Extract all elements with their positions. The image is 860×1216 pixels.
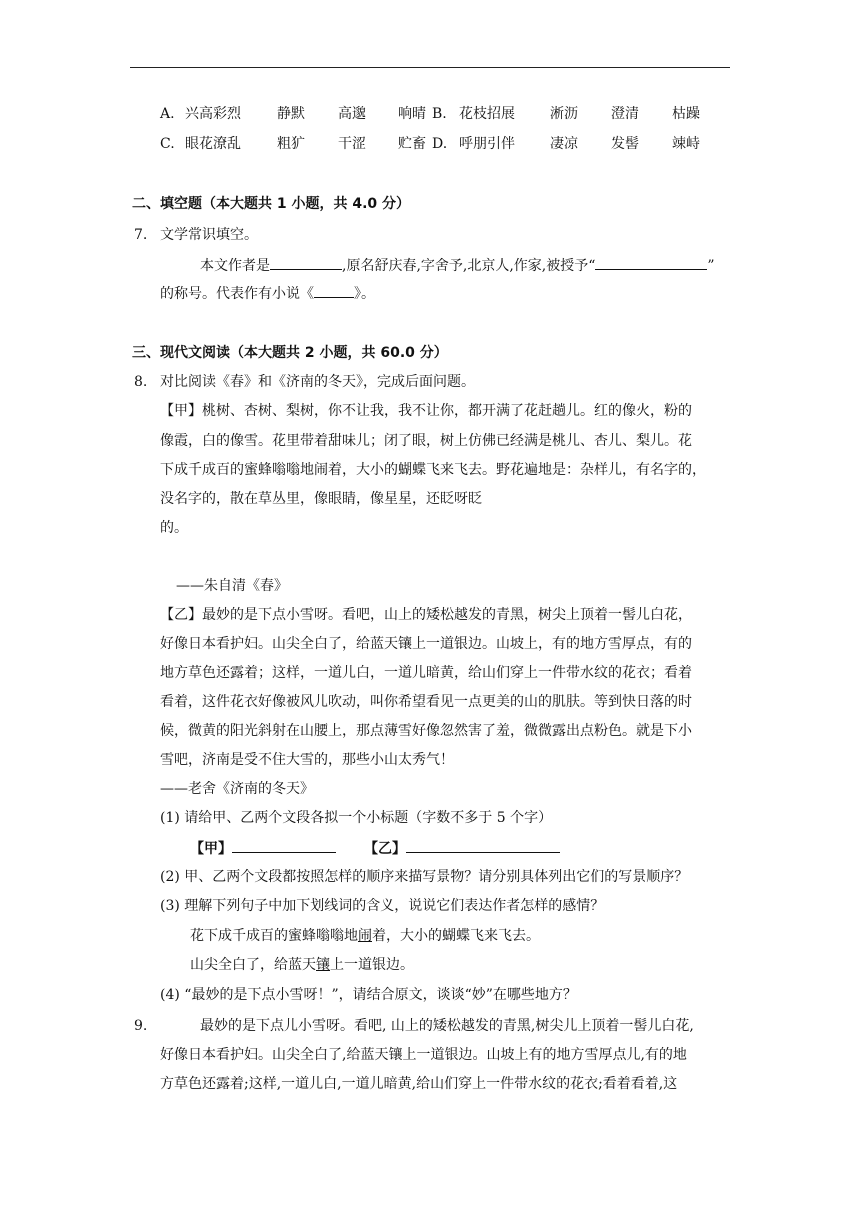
question-7-number: 7.	[134, 227, 148, 243]
passage-jia-line: 像霞，白的像雪。花里带着甜味儿；闭了眼，树上仿佛已经满是桃儿、杏儿、梨儿。花	[160, 433, 692, 449]
option-a-word-4: 响晴	[398, 106, 426, 122]
passage-yi-line: 地方草色还露着；这样，一道儿白，一道儿暗黄，给山们穿上一件带水纹的花衣；看着	[160, 665, 692, 681]
question-9-line: 方草色还露着;这样,一道儿白,一道儿暗黄,给山们穿上一件带水纹的花衣;看着看着,这	[160, 1076, 678, 1092]
question-9-line: 最妙的是下点儿小雪呀。看吧, 山上的矮松越发的青黑,树尖儿上顶着一髻儿白花,	[200, 1018, 694, 1034]
option-a-word-3: 高邈	[338, 106, 366, 122]
option-b-word-3: 澄清	[611, 106, 639, 122]
jia-title-blank[interactable]	[232, 838, 336, 853]
sub-question-2: (2) 甲、乙两个文段都按照怎样的顺序来描写景物？请分别具体列出它们的写景顺序？	[160, 869, 689, 885]
sentence-text: 上一道银边。	[330, 957, 414, 973]
passage-yi-line: 雪吧，济南是受不住大雪的，那些小山太秀气！	[160, 752, 454, 768]
sub-question-1: (1) 请给甲、乙两个文段各拟一个小标题（字数不多于 5 个字）	[160, 810, 553, 826]
q7-text-a: 本文作者是	[200, 258, 270, 274]
passage-jia-line: 【甲】桃树、杏树、梨树，你不让我，我不让你，都开满了花赶趟儿。红的像火，粉的	[160, 403, 692, 419]
option-c-word-2: 粗犷	[277, 136, 305, 152]
passage-yi-line: 【乙】最妙的是下点小雪呀。看吧，山上的矮松越发的青黑，树尖上顶着一髻儿白花，	[160, 607, 692, 623]
option-d-word-1: 呼朋引伴	[459, 136, 515, 152]
sub-question-1-answers	[190, 838, 560, 859]
option-c-word-1: 眼花潦乱	[185, 136, 241, 152]
header-rule	[130, 67, 730, 68]
option-a-word-2: 静默	[277, 106, 305, 122]
section-2-heading: 二、填空题（本大题共 1 小题，共 4.0 分）	[132, 196, 411, 212]
question-9-line: 好像日本看护妇。山尖全白了,给蓝天镶上一道银边。山坡上有的地方雪厚点儿,有的地	[160, 1047, 687, 1063]
underlined-word: 闹	[358, 928, 372, 944]
sub-question-3-sentence-2	[190, 955, 414, 975]
sentence-text: 山尖全白了，给蓝天	[190, 957, 316, 973]
option-a-letter: A.	[160, 106, 175, 122]
option-c-word-4: 贮畜	[398, 136, 426, 152]
q7-text-b: ,原名舒庆春,字舍予,北京人,作家,被授予“	[342, 258, 596, 274]
sentence-text: 花下成千成百的蜜蜂嗡嗡地	[190, 928, 358, 944]
underlined-word: 镶	[316, 957, 330, 973]
option-d-word-3: 发髻	[611, 136, 639, 152]
question-8-title: 对比阅读《春》和《济南的冬天》，完成后面问题。	[160, 374, 475, 390]
question-9-number: 9.	[134, 1018, 148, 1034]
question-7-line-2	[160, 283, 375, 304]
passage-yi-line: 候，微黄的阳光斜射在山腰上，那点薄雪好像忽然害了羞，微微露出点粉色。就是下小	[160, 723, 692, 739]
question-7-line-1	[200, 255, 715, 276]
passage-yi-line: 看着，这件花衣好像被风儿吹动，叫你希望看见一点更美的山的肌肤。等到快日落的时	[160, 694, 692, 710]
q7-text-d: 的称号。代表作有小说《	[160, 286, 314, 302]
option-b-word-2: 淅沥	[550, 106, 578, 122]
option-c-letter: C.	[160, 136, 175, 152]
question-7-title: 文学常识填空。	[160, 227, 258, 243]
option-b-word-4: 枯躁	[672, 106, 700, 122]
sub-question-3-sentence-1	[190, 926, 540, 946]
section-3-heading: 三、现代文阅读（本大题共 2 小题，共 60.0 分）	[132, 345, 448, 361]
q7-text-e: 》。	[354, 286, 375, 302]
author-blank[interactable]	[270, 255, 342, 270]
novel-blank[interactable]	[314, 283, 354, 298]
sub-question-3: (3) 理解下列句子中加下划线词的含义，说说它们表达作者怎样的感情？	[160, 898, 605, 914]
title-blank[interactable]	[595, 255, 707, 270]
option-d-letter: D.	[432, 136, 448, 152]
passage-jia-source: ——朱自清《春》	[176, 578, 288, 594]
passage-jia-line: 没名字的，散在草丛里，像眼睛，像星星，还眨呀眨	[160, 491, 482, 507]
sub-question-4: (4) “最妙的是下点小雪呀！”，请结合原文，谈谈“妙”在哪些地方？	[160, 987, 577, 1003]
passage-yi-line: 好像日本看护妇。山尖全白了，给蓝天镶上一道银边。山坡上，有的地方雪厚点，有的	[160, 636, 692, 652]
jia-label: 【甲】	[190, 841, 232, 857]
yi-label: 【乙】	[364, 841, 406, 857]
passage-yi-source: ——老舍《济南的冬天》	[160, 781, 314, 797]
option-a-word-1: 兴高彩烈	[185, 106, 241, 122]
question-8-number: 8.	[134, 374, 148, 390]
option-d-word-4: 竦峙	[672, 136, 700, 152]
passage-jia-line: 的。	[160, 520, 188, 536]
yi-title-blank[interactable]	[406, 838, 560, 853]
option-b-word-1: 花枝招展	[459, 106, 515, 122]
option-d-word-2: 凄凉	[550, 136, 578, 152]
option-b-letter: B.	[432, 106, 447, 122]
sentence-text: 着，大小的蝴蝶飞来飞去。	[372, 928, 540, 944]
q7-text-c: ”	[707, 258, 715, 274]
option-c-word-3: 干涩	[338, 136, 366, 152]
passage-jia-line: 下成千成百的蜜蜂嗡嗡地闹着，大小的蝴蝶飞来飞去。野花遍地是：杂样儿，有名字的，	[160, 462, 706, 478]
